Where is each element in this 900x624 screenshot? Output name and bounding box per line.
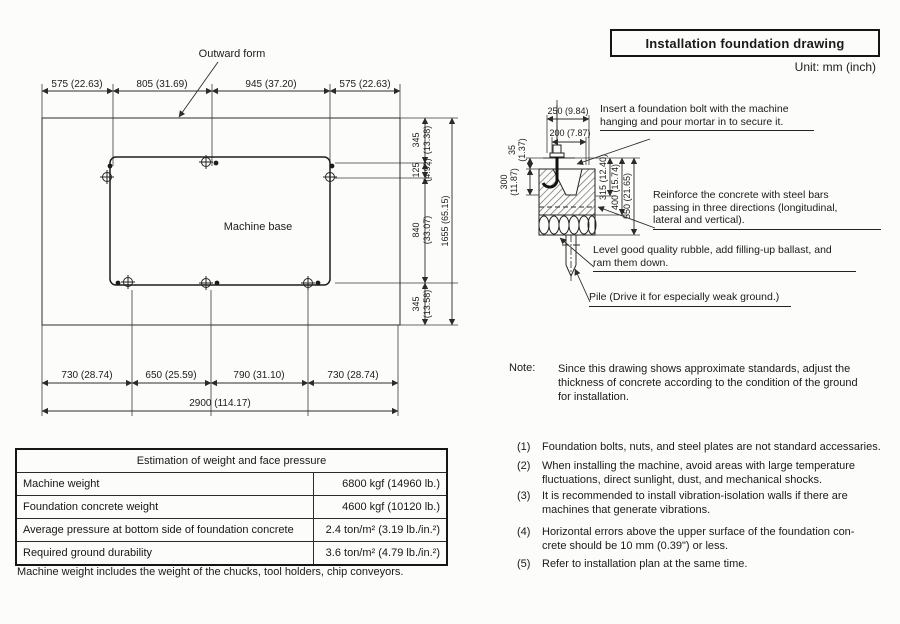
dim-right-3-in: (33.07): [422, 215, 432, 245]
plan-bottom-dimensions: [42, 290, 398, 416]
dim-right-1-mm: 345: [411, 132, 421, 148]
dim-35-in: (1.37): [517, 138, 527, 162]
note-text: Since this drawing shows approximate standards, adjust the thickness of concrete according to the condition of the ground for installation.: [558, 363, 858, 403]
row-label: Average pressure at bottom side of foundation concrete: [16, 519, 314, 542]
note-label: Note:: [509, 362, 536, 374]
dim-top-2: 805 (31.69): [136, 79, 188, 90]
plan-top-dimensions: [42, 79, 400, 166]
dim-top-1: 575 (22.63): [51, 79, 103, 90]
table-row: [16, 496, 447, 519]
dim-bottom-4: 730 (28.74): [327, 370, 379, 381]
dim-bottom-3: 790 (31.10): [233, 370, 285, 381]
machine-base-outline: [110, 157, 330, 285]
dim-right-4-mm: 345: [411, 296, 421, 312]
dim-right-total: 1655 (65.15): [440, 195, 450, 247]
table-row: [16, 519, 447, 542]
title-box: [610, 29, 880, 57]
row-label: Foundation concrete weight: [16, 496, 314, 519]
dim-right-2-in: (4.92): [422, 158, 432, 182]
dim-300-mm: 300: [499, 174, 509, 190]
row-label: Machine weight: [16, 473, 314, 496]
table-footnote: Machine weight includes the weight of the chucks, tool holders, chip conveyors.: [17, 566, 404, 578]
dim-300-in: (11.87): [509, 168, 519, 196]
row-label: Required ground durability: [16, 542, 314, 566]
annotation-pile: Pile (Drive it for especially weak ground.): [589, 291, 791, 307]
page-title: Installation foundation drawing: [645, 35, 845, 51]
dim-250: 250 (9.84): [547, 106, 589, 116]
rubble-layer: [539, 215, 596, 235]
plan-right-dimensions: [335, 118, 458, 325]
note-item-5: (5) Refer to installation plan at the same time.: [517, 558, 748, 570]
table-title: Estimation of weight and face pressure: [16, 449, 447, 473]
dim-right-4-in: (13.58): [422, 289, 432, 319]
dim-35-mm: 35: [507, 144, 517, 156]
dim-bottom-1: 730 (28.74): [61, 370, 113, 381]
dim-400: 400 (15.74): [610, 163, 620, 211]
concrete-foundation-block: [539, 169, 595, 215]
outward-form-label: Outward form: [198, 48, 266, 60]
weight-pressure-table: [15, 448, 448, 566]
row-value: 4600 kgf (10120 lb.): [314, 496, 448, 519]
dim-bottom-2: 650 (25.59): [145, 370, 197, 381]
outward-form-outline: [42, 118, 400, 325]
row-value: 6800 kgf (14960 lb.): [314, 473, 448, 496]
unit-label: Unit: mm (inch): [794, 60, 876, 74]
dim-315: 315 (12.40): [598, 153, 608, 201]
dim-right-3-mm: 840: [411, 222, 421, 238]
dim-bottom-total: 2900 (114.17): [189, 398, 251, 409]
machine-base-label: Machine base: [223, 221, 293, 233]
note-item-3: (3) It is recommended to install vibration-isolation walls if there are machines that generate vibrations.: [517, 490, 848, 516]
anchor-bolt-symbols: [100, 155, 337, 290]
note-item-4: (4) Horizontal errors above the upper surface of the foundation con- crete should be 10 mm (0.39") or less.: [517, 526, 855, 552]
dim-right-1-in: (13.38): [422, 125, 432, 155]
dim-550: 550 (21.65): [622, 172, 632, 220]
plan-view-drawing: [0, 0, 495, 435]
dim-top-3: 945 (37.20): [245, 79, 297, 90]
note-item-2: (2) When installing the machine, avoid areas with large temperature fluctuations, direct sunlight, dust, and mechanical shocks.: [517, 460, 856, 486]
dim-200: 200 (7.87): [549, 128, 591, 138]
dim-top-4: 575 (22.63): [339, 79, 391, 90]
row-value: 3.6 ton/m² (4.79 lb./in.²): [314, 542, 448, 566]
annotation-insert-bolt: Insert a foundation bolt with the machine hanging and pour mortar in to secure it.: [600, 103, 814, 131]
annotation-reinforce-concrete: Reinforce the concrete with steel bars passing in three directions (longitudinal, lateral and vertical).: [653, 189, 881, 230]
dim-right-2-mm: 125: [411, 162, 421, 178]
note-item-1: (1) Foundation bolts, nuts, and steel plates are not standard accessaries.: [517, 441, 881, 453]
table-row: [16, 542, 447, 566]
table-header-row: [16, 449, 447, 473]
row-value: 2.4 ton/m² (3.19 lb./in.²): [314, 519, 448, 542]
section-left-dimensions: [499, 138, 545, 196]
table-row: [16, 473, 447, 496]
annotation-level-rubble: Level good quality rubble, add filling-up ballast, and ram them down.: [593, 244, 856, 272]
